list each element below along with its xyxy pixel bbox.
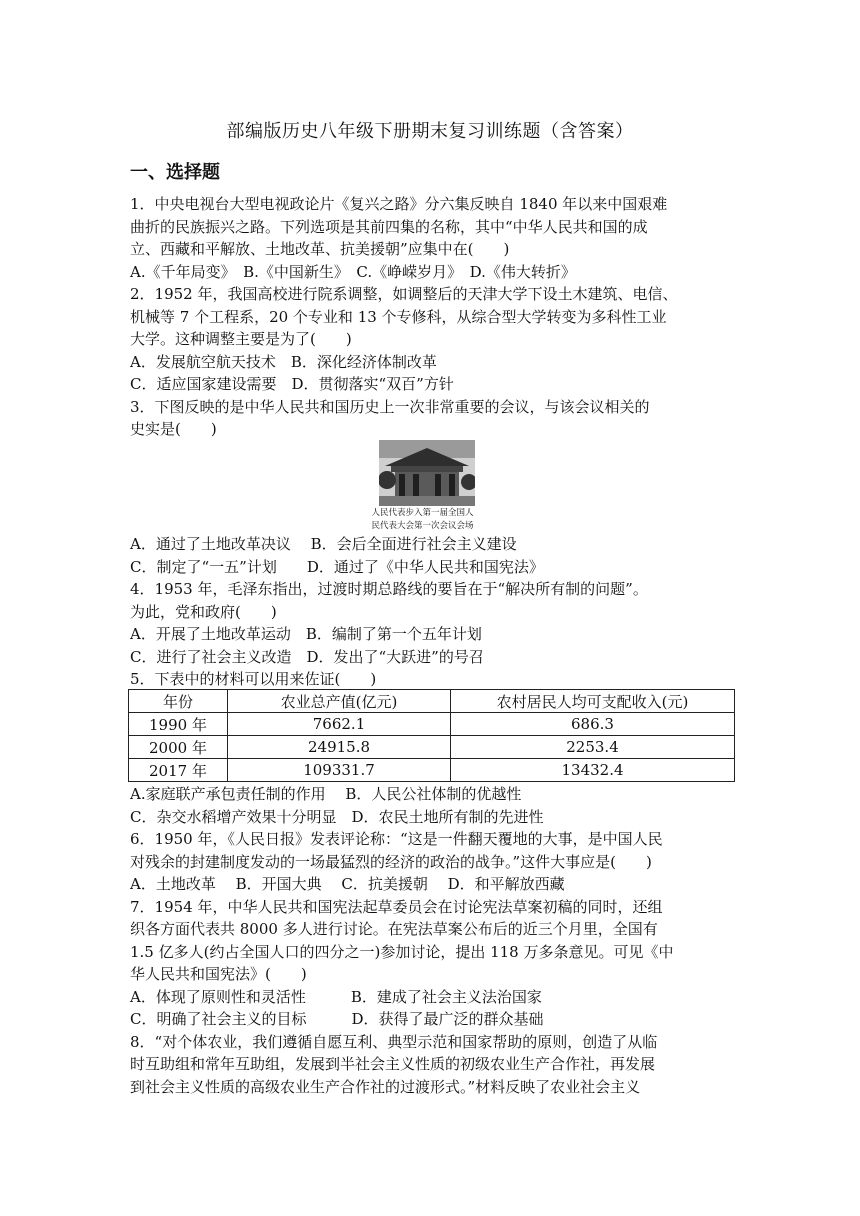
answer-options: A．开展了土地改革运动 B．编制了第一个五年计划 bbox=[130, 625, 482, 643]
answer-options: A．体现了原则性和灵活性 B．建成了社会主义法治国家 bbox=[130, 988, 542, 1006]
answer-options: A．发展航空航天技术 B．深化经济体制改革 bbox=[130, 353, 437, 371]
table-header-cell: 农业总产值(亿元) bbox=[228, 690, 451, 713]
data-table bbox=[128, 689, 735, 782]
answer-options: A.家庭联产承包责任制的作用 B．人民公社体制的优越性 bbox=[130, 785, 522, 803]
answer-options: C．进行了社会主义改造 D．发出了“大跃进”的号召 bbox=[130, 648, 484, 666]
table-row bbox=[129, 736, 735, 759]
table-row bbox=[129, 759, 735, 782]
table-cell: 686.3 bbox=[451, 713, 735, 736]
table-cell: 7662.1 bbox=[228, 713, 451, 736]
answer-options: C．适应国家建设需要 D．贯彻落实“双百”方针 bbox=[130, 375, 454, 393]
table-cell: 109331.7 bbox=[228, 759, 451, 782]
table-header-cell: 农村居民人均可支配收入(元) bbox=[451, 690, 735, 713]
answer-options: A．土地改革 B．开国大典 C．抗美援朝 D．和平解放西藏 bbox=[130, 875, 565, 893]
text-line: 为此，党和政府( ) bbox=[130, 603, 277, 621]
text-line: 4．1953 年，毛泽东指出，过渡时期总路线的要旨在于“解决所有制的问题”。 bbox=[130, 580, 648, 598]
figure bbox=[365, 440, 480, 532]
table-header-row bbox=[129, 690, 735, 713]
text-line: 2．1952 年，我国高校进行院系调整，如调整后的天津大学下设土木建筑、电信、 bbox=[130, 285, 678, 303]
answer-options: A．通过了土地改革决议 B．会后全面进行社会主义建设 bbox=[130, 535, 517, 553]
text-line: 8．“对个体农业，我们遵循自愿互利、典型示范和国家帮助的原则，创造了从临 bbox=[130, 1033, 658, 1051]
table-header-cell: 年份 bbox=[129, 690, 228, 713]
document-title: 部编版历史八年级下册期末复习训练题（含答案） bbox=[226, 121, 634, 142]
answer-options: A.《千年局变》 B.《中国新生》 C.《峥嵘岁月》 D.《伟大转折》 bbox=[130, 263, 576, 281]
text-line: 时互助组和常年互助组，发展到半社会主义性质的初级农业生产合作社，再发展 bbox=[130, 1055, 656, 1073]
text-line: 7．1954 年，中华人民共和国宪法起草委员会在讨论宪法草案初稿的同时，还组 bbox=[130, 898, 663, 916]
text-line: 立、西藏和平解放、土地改革、抗美援朝”应集中在( ) bbox=[130, 240, 510, 258]
text-line: 到社会主义性质的高级农业生产合作社的过渡形式。”材料反映了农业社会主义 bbox=[130, 1078, 641, 1096]
text-line: 对残余的封建制度发动的一场最猛烈的经济的政治的战争。”这件大事应是( ) bbox=[130, 853, 652, 871]
section-heading: 一、选择题 bbox=[130, 162, 220, 183]
table-cell: 1990 年 bbox=[129, 713, 228, 736]
text-line: 机械等 7 个工程系，20 个专业和 13 个专修科，从综合型大学转变为多科性工业 bbox=[130, 308, 667, 326]
table-cell: 2253.4 bbox=[451, 736, 735, 759]
text-line: 5．下表中的材料可以用来佐证( ) bbox=[130, 670, 377, 688]
text-line: 大学。这种调整主要是为了( ) bbox=[130, 330, 352, 348]
text-line: 1．中央电视台大型电视政论片《复兴之路》分六集反映自 1840 年以来中国艰难 bbox=[130, 195, 668, 213]
congress-hall-photo bbox=[379, 440, 475, 506]
text-line: 史实是( ) bbox=[130, 420, 217, 438]
table-cell: 13432.4 bbox=[451, 759, 735, 782]
text-line: 华人民共和国宪法》( ) bbox=[130, 965, 307, 983]
figure-caption-line: 人民代表步入第一届全国人 bbox=[371, 508, 474, 518]
table-row bbox=[129, 713, 735, 736]
answer-options: C．杂交水稻增产效果十分明显 D．农民土地所有制的先进性 bbox=[130, 808, 544, 826]
text-line: 1.5 亿多人(约占全国人口的四分之一)参加讨论，提出 118 万多条意见。可见《中 bbox=[130, 943, 674, 961]
figure-caption-line: 民代表大会第一次会议会场 bbox=[371, 521, 474, 531]
answer-options: C．明确了社会主义的目标 D．获得了最广泛的群众基础 bbox=[130, 1010, 544, 1028]
table-cell: 2017 年 bbox=[129, 759, 228, 782]
text-line: 6．1950 年，《人民日报》发表评论称：“这是一件翻天覆地的大事，是中国人民 bbox=[130, 830, 663, 848]
text-line: 织各方面代表共 8000 多人进行讨论。在宪法草案公布后的近三个月里，全国有 bbox=[130, 920, 658, 938]
text-line: 曲折的民族振兴之路。下列选项是其前四集的名称，其中“中华人民共和国的成 bbox=[130, 218, 648, 236]
text-line: 3．下图反映的是中华人民共和国历史上一次非常重要的会议，与该会议相关的 bbox=[130, 398, 650, 416]
table-cell: 24915.8 bbox=[228, 736, 451, 759]
table-cell: 2000 年 bbox=[129, 736, 228, 759]
answer-options: C．制定了“一五”计划 D．通过了《中华人民共和国宪法》 bbox=[130, 558, 544, 576]
